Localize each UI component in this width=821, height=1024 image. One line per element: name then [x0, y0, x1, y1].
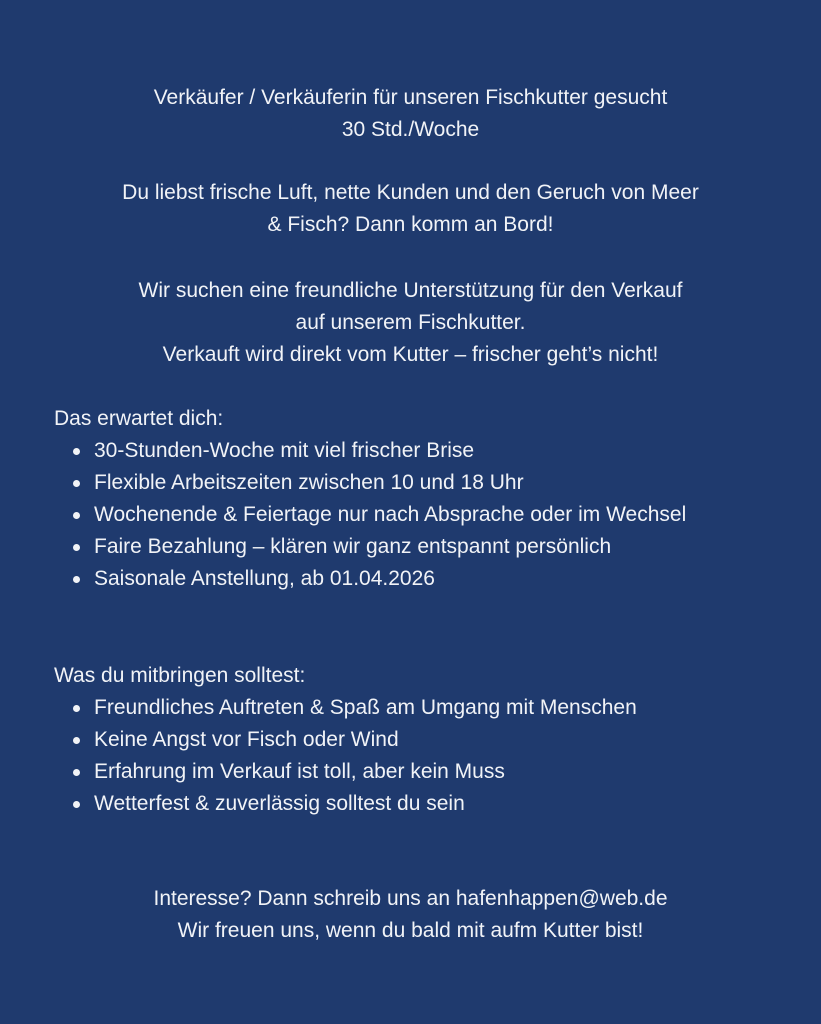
contact-block	[0, 883, 821, 947]
requirements-list	[54, 692, 794, 820]
job-hours: 30 Std./Woche	[341, 118, 480, 141]
list-item: Freundliches Auftreten & Spaß am Umgang mit Menschen	[54, 692, 794, 724]
offer-list	[54, 435, 794, 595]
description-line-1: Wir suchen eine freundliche Unterstützung für den Verkauf	[138, 279, 683, 302]
contact-prefix: Interesse? Dann schreib uns an	[153, 887, 456, 910]
job-title-line: Verkäufer / Verkäuferin für unseren Fischkutter gesucht	[153, 86, 668, 109]
contact-line	[0, 883, 821, 915]
requirements-heading: Was du mitbringen solltest:	[54, 664, 306, 687]
intro-text	[0, 177, 821, 241]
email-link[interactable]: hafenhappen@web.de	[455, 887, 668, 910]
intro-line-2: & Fisch? Dann komm an Bord!	[267, 213, 554, 236]
list-item: Keine Angst vor Fisch oder Wind	[54, 724, 794, 756]
offer-section	[54, 403, 794, 595]
list-item: 30-Stunden-Woche mit viel frischer Brise	[54, 435, 794, 467]
description-text	[0, 275, 821, 371]
description-line-2: auf unserem Fischkutter.	[295, 311, 526, 334]
job-title	[0, 82, 821, 146]
list-item: Wochenende & Feiertage nur nach Absprache oder im Wechsel	[54, 499, 734, 531]
closing-line: Wir freuen uns, wenn du bald mit aufm Kutter bist!	[177, 919, 644, 942]
offer-heading: Das erwartet dich:	[54, 407, 224, 430]
list-item: Faire Bezahlung – klären wir ganz entspannt persönlich	[54, 531, 794, 563]
list-item: Erfahrung im Verkauf ist toll, aber kein Muss	[54, 756, 794, 788]
intro-line-1: Du liebst frische Luft, nette Kunden und den Geruch von Meer	[122, 181, 699, 204]
list-item: Wetterfest & zuverlässig solltest du sein	[54, 788, 794, 820]
requirements-section	[54, 660, 794, 820]
list-item: Flexible Arbeitszeiten zwischen 10 und 18 Uhr	[54, 467, 794, 499]
list-item: Saisonale Anstellung, ab 01.04.2026	[54, 563, 794, 595]
description-line-3: Verkauft wird direkt vom Kutter – frischer geht’s nicht!	[162, 343, 659, 366]
